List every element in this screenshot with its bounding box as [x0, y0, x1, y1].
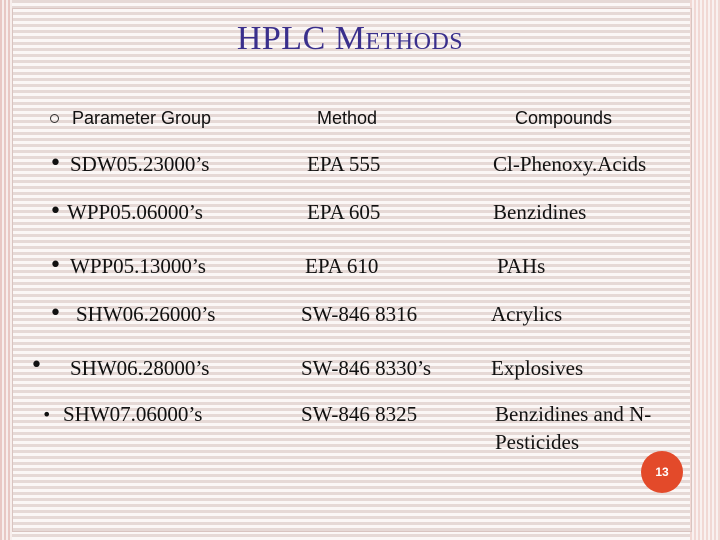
page-number-badge: 13 [641, 451, 683, 493]
bullet-icon: • [49, 199, 62, 224]
row-2-parameter-group: WPP05.06000’s [67, 200, 203, 224]
bullet-icon: • [49, 301, 62, 326]
row-6-compounds: Benzidines and N- Pesticides [495, 402, 652, 454]
row-2-method: EPA 605 [307, 200, 381, 224]
slide-title: HPLC Methods [236, 20, 464, 57]
row-5-parameter-group: SHW06.28000’s [70, 356, 210, 380]
header-parameter-group: Parameter Group [72, 108, 212, 128]
row-2-compounds: Benzidines [493, 200, 587, 224]
header-compounds: Compounds [515, 108, 613, 128]
row-6-parameter-group: SHW07.06000’s [63, 402, 203, 426]
bullet-icon: • [49, 253, 62, 278]
right-edge-stripe [690, 0, 720, 540]
row-4-compounds: Acrylics [491, 302, 563, 326]
bullet-icon: • [49, 151, 62, 176]
row-6-method: SW-846 8325 [301, 402, 418, 426]
bullet-icon: • [30, 353, 43, 378]
header-bullet-icon [50, 114, 59, 123]
row-5-method: SW-846 8330’s [301, 356, 432, 380]
row-3-method: EPA 610 [305, 254, 379, 278]
row-3-compounds: PAHs [497, 254, 546, 278]
row-5-compounds: Explosives [491, 356, 584, 380]
bullet-icon: • [42, 405, 52, 424]
left-edge-stripe [0, 0, 12, 540]
row-1-compounds: Cl-Phenoxy.Acids [493, 152, 647, 176]
row-1-parameter-group: SDW05.23000’s [70, 152, 210, 176]
row-4-method: SW-846 8316 [301, 302, 418, 326]
row-4-parameter-group: SHW06.26000’s [76, 302, 216, 326]
row-3-parameter-group: WPP05.13000’s [70, 254, 206, 278]
header-method: Method [317, 108, 378, 128]
row-1-method: EPA 555 [307, 152, 381, 176]
